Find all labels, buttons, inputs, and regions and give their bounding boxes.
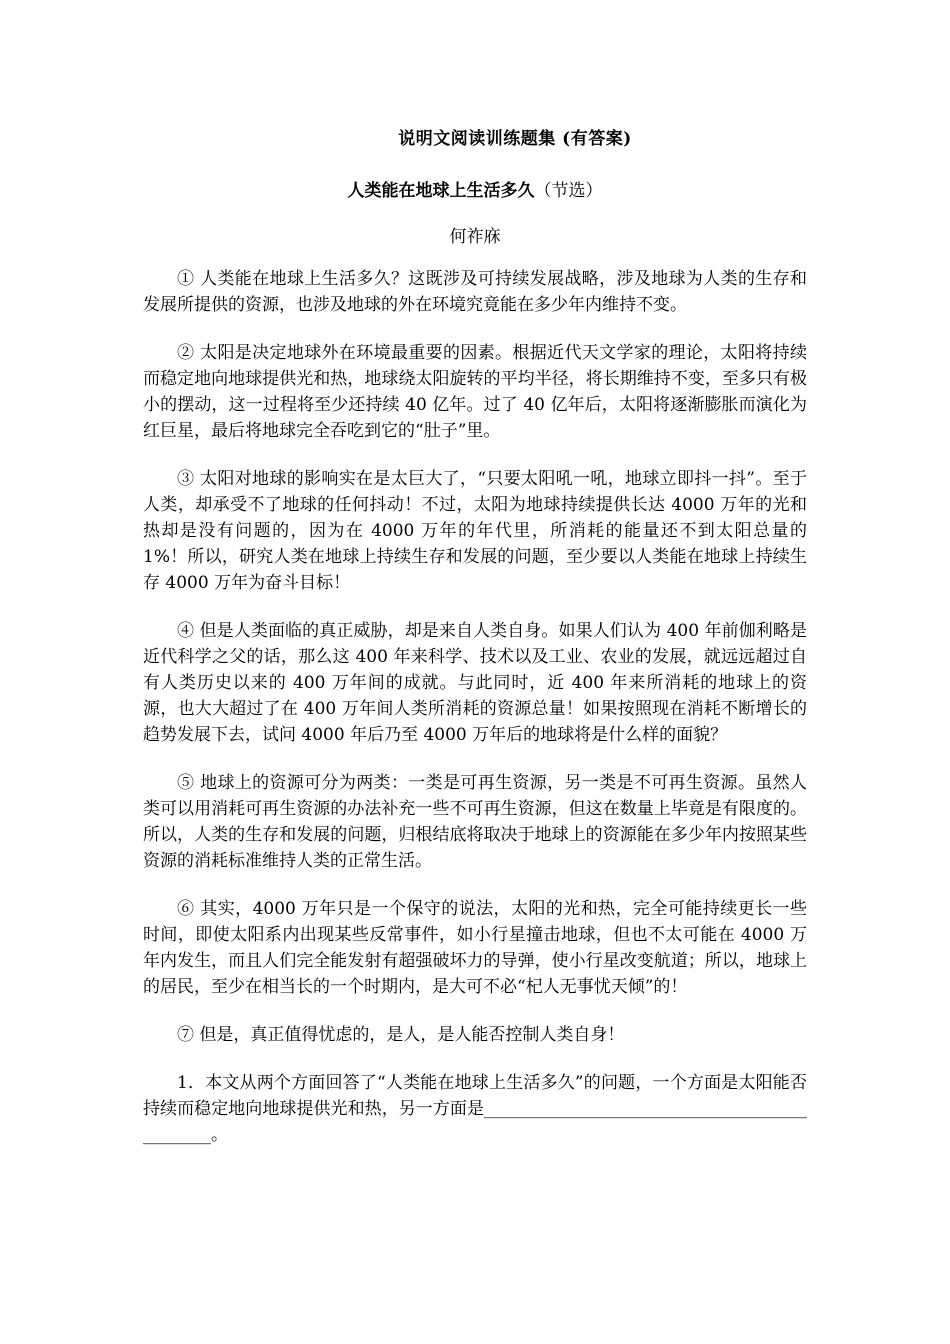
paragraph-7: ⑦ 但是，真正值得忧虑的，是人，是人能否控制人类自身！: [177, 1025, 625, 1045]
article-title-text: 人类能在地球上生活多久: [347, 181, 535, 201]
article-title-note: （节选）: [534, 181, 603, 201]
paragraph-6: ⑥ 其实，4000 万年只是一个保守的说法，太阳的光和热，完全可能持续更长一些时间，即使太阳系内出现某些反常事件，如小行星撞击地球，但也不太可能在 4000 万年内发生，而且人们完全能发射有超强破坏力的导弹，使小行星改变航道；所以，地球上的居民，至少在相当长的一个时期内，是大可不必“杞人无事忧天倾”的！: [143, 899, 807, 997]
paragraph-5: ⑤ 地球上的资源可分为两类：一类是可再生资源，另一类是不可再生资源。虽然人类可以用消耗可再生资源的办法补充一些不可再生资源，但这在数量上毕竟是有限度的。所以，人类的生存和发展的问题，归根结底将取决于地球上的资源能在多少年内按照某些资源的消耗标准维持人类的正常生活。: [143, 773, 807, 871]
paragraph-4: ④ 但是人类面临的真正威胁，却是来自人类自身。如果人们认为 400 年前伽利略是近代科学之父的话，那么这 400 年来科学、技术以及工业、农业的发展，就远远超过自有人类历史以来的 400 万年间的成就。与此同时，近 400 年来所消耗的地球上的资源，也大大超过了在 400 万年间人类所消耗的资源总量！如果按照现在消耗不断增长的趋势发展下去，试问 4000 年后乃至 4000 万年后的地球将是什么样的面貌？: [143, 621, 807, 745]
question-1: 1．本文从两个方面回答了“人类能在地球上生活多久”的问题，一个方面是太阳能否持续而稳定地向地球提供光和热，另一方面是______________________________________________。: [143, 1073, 807, 1145]
article-title: [0, 176, 950, 201]
article-author: 何祚庥: [449, 227, 501, 247]
paragraph-2: ② 太阳是决定地球外在环境最重要的因素。根据近代天文学家的理论，太阳将持续而稳定地向地球提供光和热，地球绕太阳旋转的平均半径，将长期维持不变，至多只有极小的摆动，这一过程将至少还持续 40 亿年。过了 40 亿年后，太阳将逐渐膨胀而演化为红巨星，最后将地球完全吞吃到它的“肚子”里。: [143, 343, 807, 441]
article-body: [143, 266, 807, 1170]
document-title: 说明文阅读训练题集 (有答案): [398, 129, 632, 149]
paragraph-3: ③ 太阳对地球的影响实在是太巨大了，“只要太阳吼一吼，地球立即抖一抖”。至于人类，却承受不了地球的任何抖动！不过，太阳为地球持续提供长达 4000 万年的光和热却是没有问题的，因为在 4000 万年的年代里，所消耗的能量还不到太阳总量的 1%！所以，研究人类在地球上持续生存和发展的问题，至少要以人类能在地球上持续生存 4000 万年为奋斗目标！: [143, 469, 807, 593]
paragraph-1: ① 人类能在地球上生活多久？这既涉及可持续发展战略，涉及地球为人类的生存和发展所提供的资源，也涉及地球的外在环境究竟能在多少年内维持不变。: [143, 269, 807, 315]
